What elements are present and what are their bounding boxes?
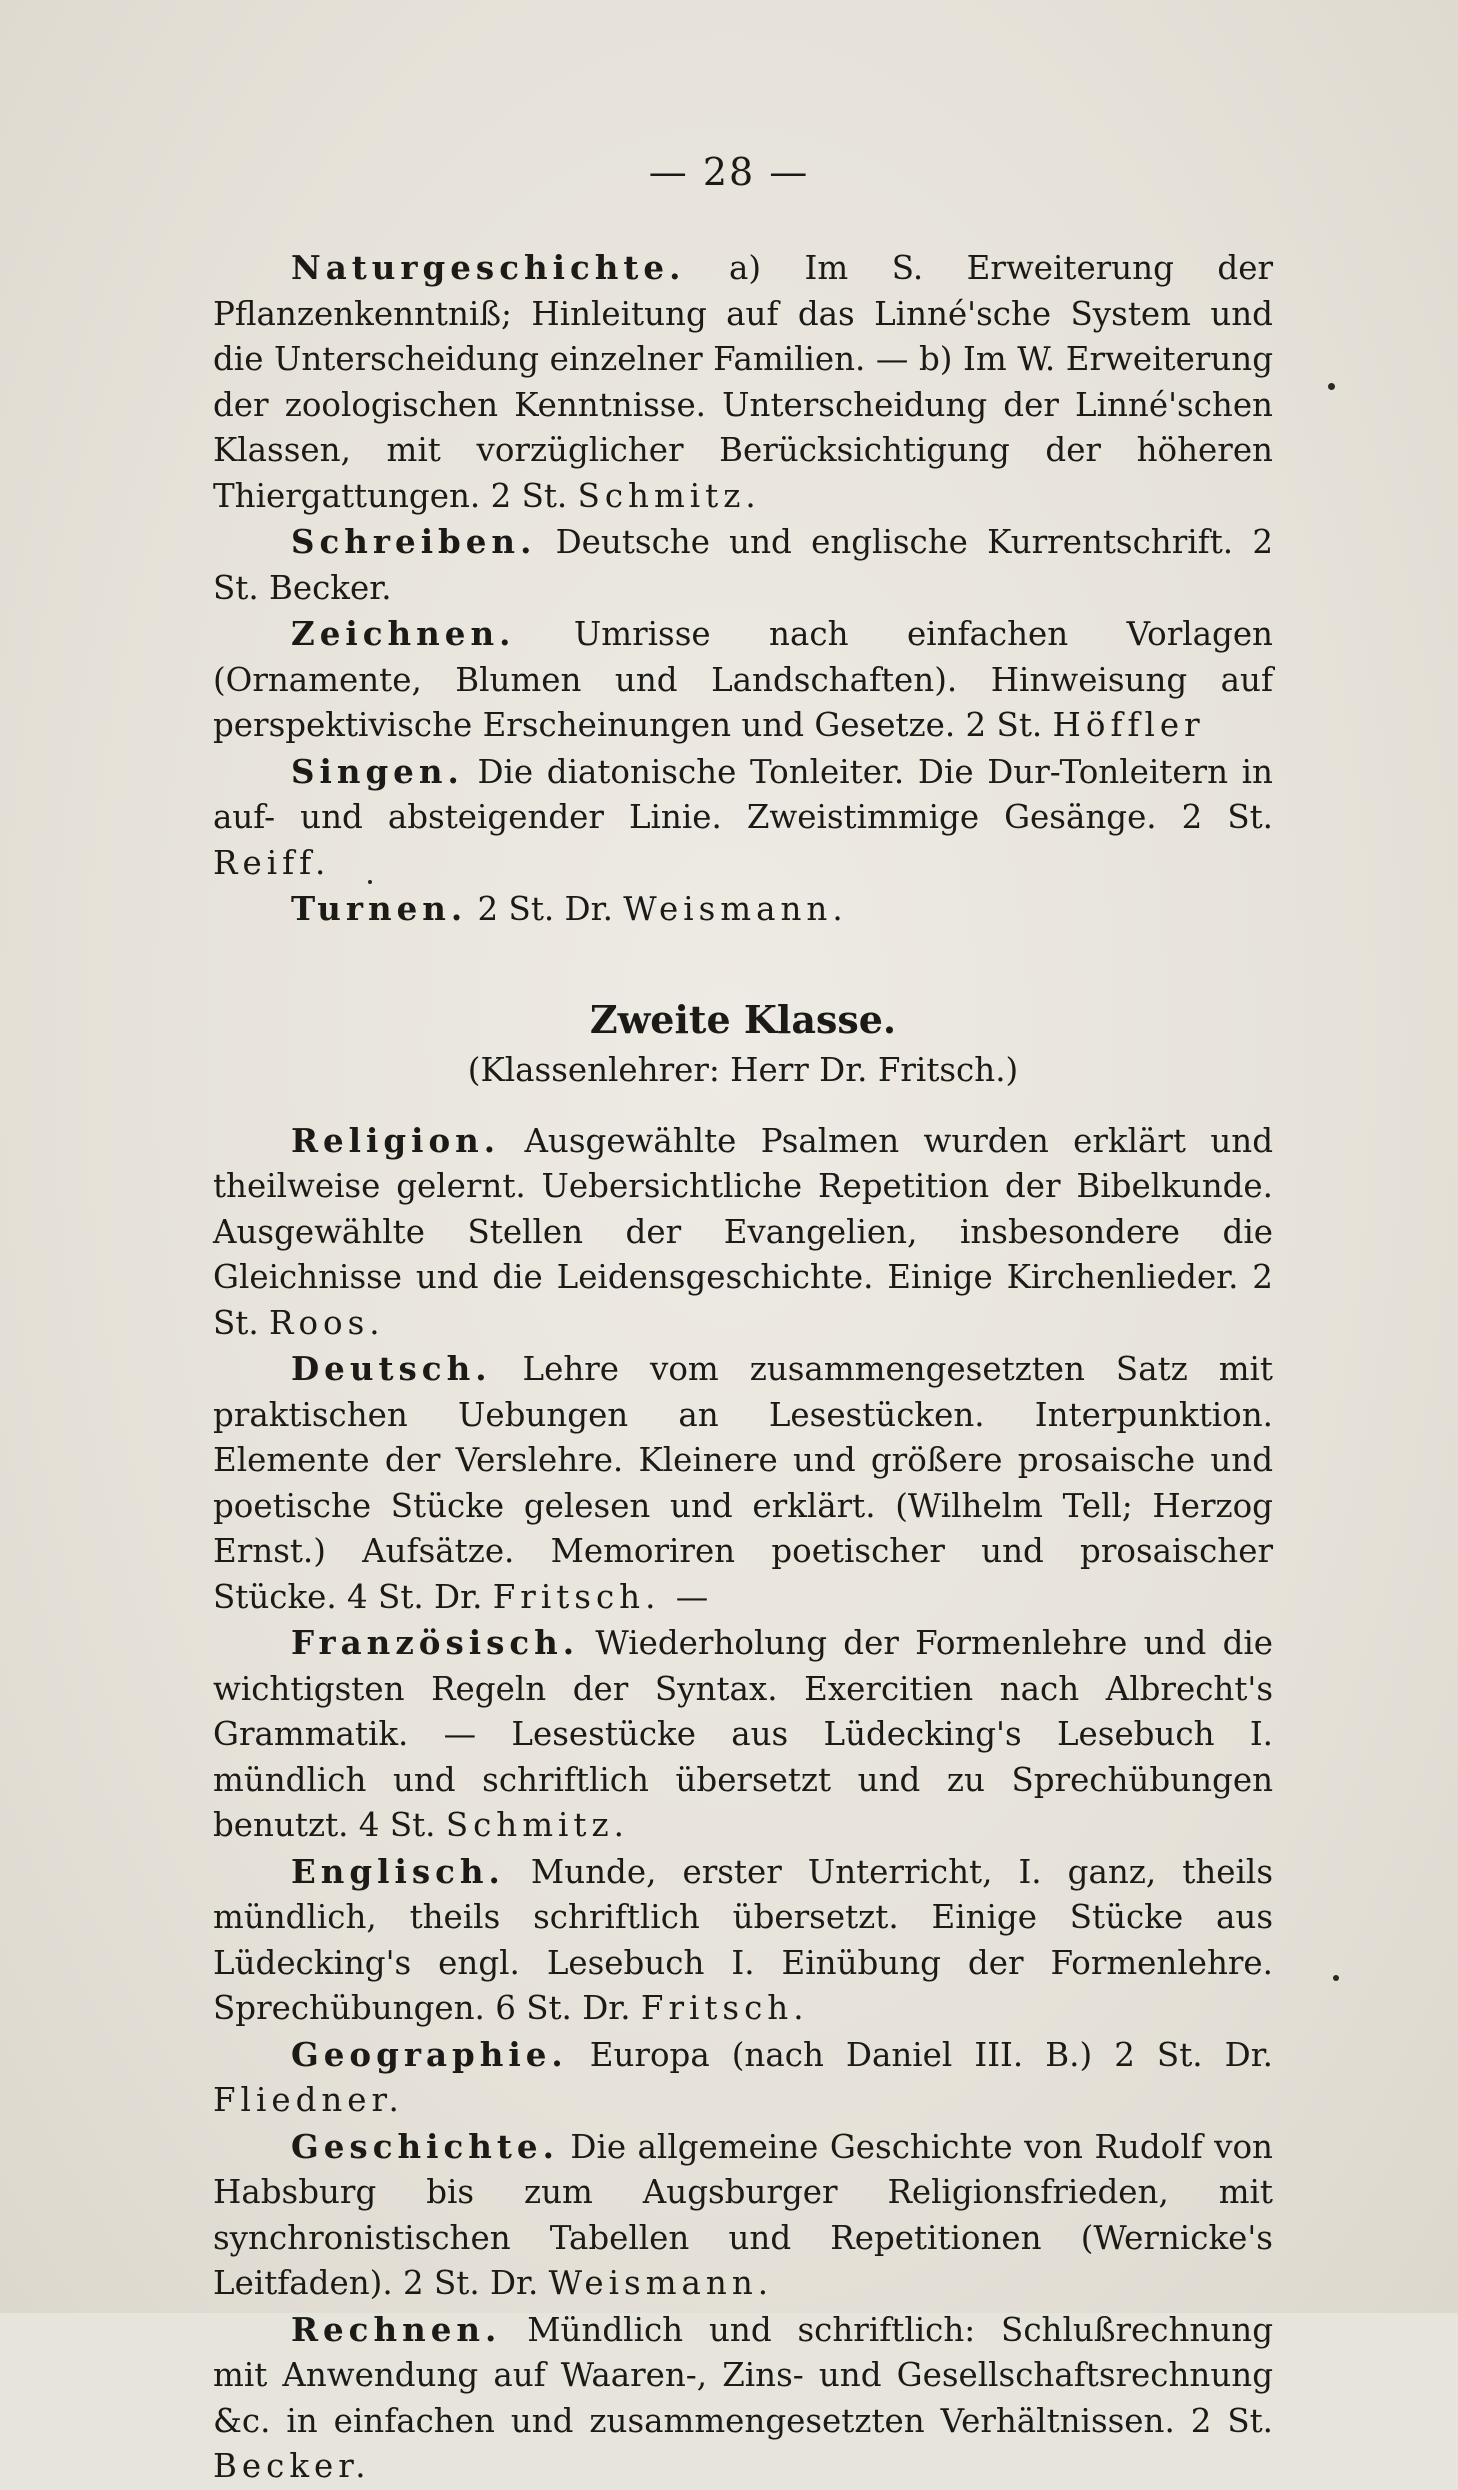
paragraph-deutsch (213, 1346, 1273, 1620)
subject-heading: Geographie. (291, 2034, 568, 2074)
teacher-name: Fritsch. (640, 1989, 809, 2027)
ink-speck (368, 880, 372, 884)
paragraph-text: Ausgewählte Psalmen wurden erklärt und theilweise gelernt. Uebersichtliche Repetition der Bibelkunde. Ausgewählte Stellen der Evangelien, insbesondere die Gleichnisse und die Leidensgeschichte. Einige Kirchenlieder. 2 St. (213, 1121, 1273, 1342)
subject-heading: Religion. (291, 1120, 501, 1160)
teacher-name: Höffler (1052, 706, 1205, 744)
paragraph-franzoesisch (213, 1620, 1273, 1849)
paragraph-geschichte (213, 2124, 1273, 2307)
paragraph-text: Die diatonische Tonleiter. Die Dur-Tonleitern in auf- und absteigender Linie. Zweistimmige Gesänge. 2 St. (213, 752, 1273, 836)
ink-speck (1333, 1975, 1339, 1981)
class-teacher-line: (Klassenlehrer: Herr Dr. Fritsch.) (467, 1051, 1019, 1089)
paragraph-text: Munde, erster Unterricht, I. ganz, theils mündlich, theils schriftlich übersetzt. Einige Stücke aus Lüdecking's engl. Lesebuch I. Einübung der Formenlehre. Sprechübungen. 6 St. Dr. (213, 1852, 1273, 2027)
paragraph-text: Deutsche und englische Kurrentschrift. 2 St. Becker. (213, 523, 1273, 607)
subject-heading: Geschichte. (291, 2126, 559, 2166)
main-text (213, 245, 1273, 2490)
teacher-name: Schmitz. (445, 1806, 629, 1844)
paragraph-text: Europa (nach Daniel III. B.) 2 St. Dr. (567, 2035, 1273, 2074)
paragraph-religion (213, 1118, 1273, 1347)
class-title: Zweite Klasse. (589, 996, 897, 1042)
subject-heading: Turnen. (291, 889, 468, 928)
paragraph-text: a) Im S. Erweiterung der Pflanzenkenntniß; Hinleitung auf das Linné'sche System und die Unterscheidung einzelner Familien. — b) Im W. Erweiterung der zoologischen Kenntnisse. Unterscheidung der Linné'schen Klassen, mit vorzüglicher Berücksichtigung der höheren Thiergattungen. 2 St. (213, 249, 1273, 515)
subject-heading: Zeichnen. (291, 614, 516, 653)
teacher-name: Fliedner. (213, 2081, 404, 2119)
subject-heading: Französisch. (291, 1623, 580, 1662)
paragraph-geographie (213, 2032, 1273, 2124)
subject-heading: Deutsch. (291, 1349, 492, 1388)
paragraph-naturgeschichte (213, 245, 1273, 519)
ink-speck (1328, 383, 1335, 390)
teacher-name: Weismann. (623, 890, 848, 928)
paragraph-text: Die allgemeine Geschichte von Rudolf von Habsburg bis zum Augsburger Religionsfrieden, mit synchronistischen Tabellen und Repetitionen (Wernicke's Leitfaden). 2 St. Dr. (213, 2127, 1273, 2302)
teacher-name: Roos. (269, 1303, 385, 1342)
subject-heading: Singen. (291, 751, 464, 791)
paragraph-englisch (213, 1849, 1273, 2032)
teacher-name: Fritsch. — (492, 1577, 714, 1616)
teacher-name: Reiff. (213, 843, 331, 882)
teacher-name: Weismann. (548, 2264, 774, 2302)
paragraph-text: Mündlich und schriftlich: Schlußrechnung mit Anwendung auf Waaren-, Zins- und Gesellschaftsrechnung &c. in einfachen und zusammengesetzten Verhältnissen. 2 St. (213, 2310, 1273, 2440)
paragraph-turnen (213, 886, 1273, 933)
paragraph-schreiben (213, 519, 1273, 611)
paragraph-zeichnen (213, 611, 1273, 749)
teacher-name: Schmitz. (577, 476, 761, 515)
paragraph-text: Umrisse nach einfachen Vorlagen (Ornamente, Blumen und Landschaften). Hinweisung auf perspektivische Erscheinungen und Gesetze. 2 St. (213, 615, 1273, 744)
teacher-name: Becker. (213, 2447, 371, 2485)
subject-heading: Schreiben. (291, 522, 537, 561)
paragraph-text: 2 St. Dr. (467, 890, 624, 928)
paragraph-text: Wiederholung der Formenlehre und die wichtigsten Regeln der Syntax. Exercitien nach Albrecht's Grammatik. — Lesestücke aus Lüdecking's Lesebuch I. mündlich und schriftlich übersetzt und zu Sprechübungen benutzt. 4 St. (213, 1624, 1273, 1844)
subject-heading: Englisch. (291, 1851, 505, 1891)
paragraph-rechnen (213, 2307, 1273, 2490)
paragraph-singen (213, 749, 1273, 887)
subject-heading: Rechnen. (291, 2309, 502, 2349)
paragraph-text: Lehre vom zusammengesetzten Satz mit praktischen Uebungen an Lesestücken. Interpunktion. Elemente der Verslehre. Kleinere und größere prosaische und poetische Stücke gelesen und erklärt. (Wilhelm Tell; Herzog Ernst.) Aufsätze. Memoriren poetischer und prosaischer Stücke. 4 St. Dr. (213, 1350, 1273, 1616)
subject-heading: Naturgeschichte. (291, 248, 686, 287)
page-number: — 28 — (648, 150, 810, 194)
